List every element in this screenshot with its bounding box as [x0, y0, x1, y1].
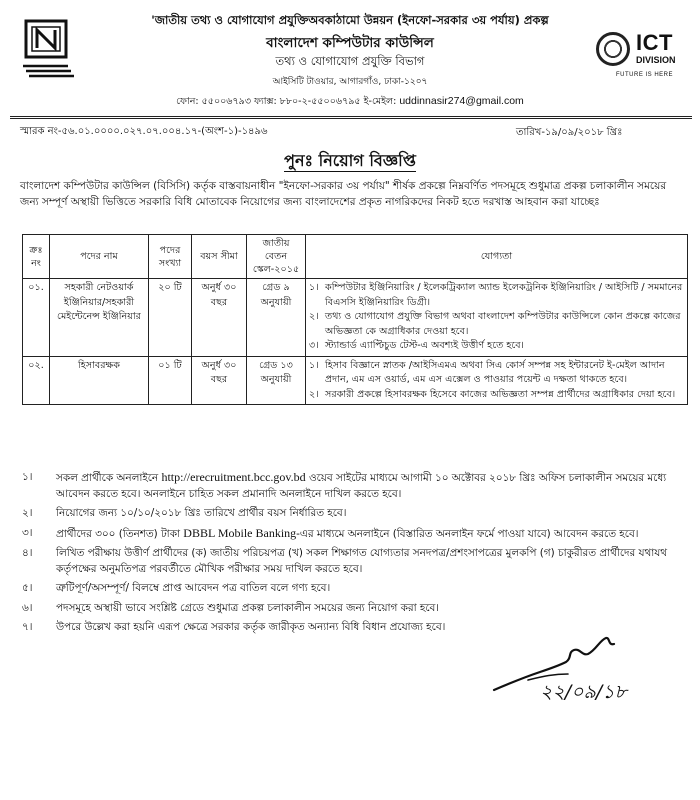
ict-emblem-icon [596, 32, 630, 66]
payment-method: DBBL Mobile Banking [183, 525, 297, 540]
positions-table [22, 234, 688, 405]
row-post: হিসাবরক্ষক [50, 356, 149, 405]
contact-email: uddinnasir274@gmail.com [399, 95, 524, 107]
notice-title-text: পুনঃ নিয়োগ বিজ্ঞপ্তি [284, 151, 416, 170]
header-count: পদের সংখ্যা [149, 235, 192, 279]
contact-line [90, 95, 610, 110]
table-header-row [23, 235, 688, 279]
condition-text-part: সকল প্রার্থীকে অনলাইনে [56, 472, 162, 484]
row-grade: গ্রেড ৯ অনুযায়ী [247, 279, 306, 357]
qualification-number: ২। [309, 311, 319, 322]
list-item [22, 526, 688, 543]
qualification-number: ২। [309, 388, 319, 400]
bcc-logo [22, 18, 74, 80]
signature-date: ২২/০৯/১৮ [540, 681, 627, 703]
list-item [22, 601, 688, 617]
memo-reference: স্মারক নং-৫৬.০১.০০০০.০২৭.০৭.০০৪.১৭-(অংশ-১)-১৪৯৬ [20, 126, 268, 137]
conditions-list [22, 470, 688, 640]
qualification-text: কম্পিউটার ইঞ্জিনিয়ারিং / ইলেকট্রিক্যাল অ্যান্ড ইলেকট্রনিক ইঞ্জিনিয়ারিং / আইসিটি / সমমানের বিএসসি ইঞ্জিনিয়ারিং ডিগ্রী। [325, 282, 683, 308]
condition-text: পদসমূহে অস্থায়ী ভাবে সংশ্লিষ্ট গ্রেডে শুধুমাত্র প্রকল্প চলাকালীন সময়ের জন্য নিয়োগ করা হবে। [56, 601, 440, 614]
qualification-text: সরকারী প্রকল্পে হিসাবরক্ষক হিসেবে কাজের অভিজ্ঞতা সম্পন্ন প্রার্থীদের অগ্রাধিকার দেয়া হবে। [325, 388, 676, 400]
header-age: বয়স সীমা [192, 235, 247, 279]
ict-division-logo [596, 28, 686, 86]
list-item [22, 506, 688, 522]
row-serial: ০২. [23, 356, 50, 405]
project-name: 'জাতীয় তথ্য ও যোগাযোগ প্রযুক্তিঅবকাঠামো উন্নয়ন (ইনফো-সরকার ৩য় পর্যায়) প্রকল্প [151, 13, 549, 27]
address: আইসিটি টাওয়ার, আগারগাঁও, ঢাকা-১২০৭ [272, 77, 428, 87]
condition-number: ৪। [22, 547, 33, 559]
notice-title [0, 148, 700, 175]
header-divider [10, 116, 692, 117]
condition-number: ৭। [22, 621, 33, 633]
row-count: ০১ টি [149, 356, 192, 405]
condition-number: ৩। [22, 526, 33, 539]
list-item [22, 546, 688, 577]
organization-name: বাংলাদেশ কম্পিউটার কাউন্সিল [266, 35, 434, 51]
header-serial: ক্রঃ নং [23, 235, 50, 279]
condition-text-part: ওয়েব সাইটের মাধ্যমে আগামী ১০ অক্টোবর ২০১৮ খ্রিঃ অফিস চলাকালীন সময়ের মধ্যে আবেদন করতে হবে। অনলাইনে চাহিত সকল প্রমানাদি অনলাইনে দাখিল করতে হবে। [56, 472, 667, 500]
qualification-text: স্ট্যান্ডার্ড এ্যাপ্টিচুড টেস্ট-এ অবশ্যই উত্তীর্ণ হতে হবে। [325, 340, 524, 351]
list-item [22, 581, 688, 597]
qualification-number: ১। [309, 282, 319, 293]
recruitment-website-link[interactable]: http://erecruitment.bcc.gov.bd [161, 470, 306, 484]
row-qualifications [306, 279, 688, 357]
header-grade: জাতীয় বেতন স্কেল-২০১৫ [247, 235, 306, 279]
handwritten-signature [488, 628, 678, 704]
qualification-item [309, 359, 684, 388]
qualification-text: হিসাব বিজ্ঞানে স্নাতক /আইসিএমএ অথবা সিএ কোর্স সম্পন্ন সহ ইন্টারনেট ই-মেইল আদান প্রদান, এম এস ওয়ার্ড, এম এস এক্সেল ও পাওয়ার পয়েন্ট এ দক্ষতা থাকতে হবে। [325, 359, 665, 385]
header-post: পদের নাম [50, 235, 149, 279]
row-grade: গ্রেড ১৩ অনুযায়ী [247, 356, 306, 405]
qualification-item [309, 388, 684, 403]
condition-number: ১। [22, 471, 33, 483]
ict-logo-tagline: FUTURE IS HERE [616, 72, 674, 78]
condition-text: উপরে উল্লেখ করা হয়নি এরূপ ক্ষেত্রে সরকার কর্তৃক জারীকৃত অন্যান্য বিধি বিধান প্রযোজ্য হবে। [56, 621, 446, 633]
row-age: অনুর্ধ ৩০ বছর [192, 356, 247, 405]
condition-text-part: -এর মাধ্যমে অনলাইনে (বিস্তারিত অনলাইন ফর্মে পাওয়া যাবে) আবেদন করতে হবে। [296, 527, 639, 540]
table-row [23, 279, 688, 357]
row-post: সহকারী নেটওয়ার্ক ইঞ্জিনিয়ার/সহকারী মেইন্টেনেন্স ইঞ্জিনিয়ার [50, 279, 149, 357]
list-item [22, 470, 688, 502]
row-count: ২০ টি [149, 279, 192, 357]
table-row [23, 356, 688, 405]
contact-phone-fax: ফোন: ৫৫০০৬৭৯৩ ফ্যাক্স: ৮৮০-২-৫৫০০৬৭৯৫ ই-মেইল: [176, 96, 400, 107]
memo-date: তারিখ-১৯/০৯/২০১৮ খ্রিঃ [516, 127, 623, 138]
condition-text-part: প্রার্থীদের ৩০০ (তিনশত) টাকা [56, 527, 184, 540]
condition-text: লিখিত পরীক্ষায় উত্তীর্ণ প্রার্থীদের (ক) জাতীয় পরিচয়পত্র (খ) সকল শিক্ষাগত যোগ্যতার সনদপত্র/প্রশংসাপত্রের মুলকপি (গ) চাকুরীরত প্রার্থীদের যথাযথ কর্তৃপক্ষের অনুমতিপত্র পরবর্তীতে মৌখিক পরীক্ষার সময় দাখিল করতে হবে। [56, 547, 667, 575]
header-divider-2 [10, 118, 692, 119]
row-qualifications [306, 356, 688, 405]
row-age: অনুর্ধ ৩০ বছর [192, 279, 247, 357]
condition-number: ৫। [22, 582, 33, 594]
header-qualification: যোগ্যতা [306, 235, 688, 279]
ict-logo-title: ICT [636, 30, 673, 55]
intro-paragraph: বাংলাদেশ কম্পিউটার কাউন্সিল (বিসিসি) কর্তৃক বাস্তবায়নাধীন "ইনফো-সরকার ৩য় পর্যায়" শীর্ষক প্রকল্পে নিম্নবর্ণিত পদসমূহে শুধুমাত্র প্রকল্প চলাকালীন সময়ের জন্য সম্পূর্ণ অস্থায়ী ভিত্তিতে সরকারি বিধি মোতাবেক নিয়োগের জন্য বাংলাদেশের প্রকৃত নাগরিকদের নিকট হতে দরখাস্ত আহবান করা যাচ্ছেঃ [20, 180, 667, 208]
division-name: তথ্য ও যোগাযোগ প্রযুক্তি বিভাগ [275, 54, 425, 68]
qualification-item [309, 281, 684, 310]
condition-text: নিয়োগের জন্য ১০/১০/২০১৮ খ্রিঃ তারিখে প্রার্থীর বয়স নির্ধারিত হবে। [56, 507, 347, 519]
qualification-number: ১। [309, 359, 319, 371]
condition-text [56, 526, 688, 543]
condition-number: ২। [22, 507, 33, 519]
condition-number: ৬। [22, 601, 33, 614]
ict-logo-subtitle: DIVISION [636, 55, 676, 65]
qualification-number: ৩। [309, 340, 319, 351]
qualification-text: তথ্য ও যোগাযোগ প্রযুক্তি বিভাগ অথবা বাংলাদেশ কম্পিউটার কাউন্সিলে কোন প্রকল্পে কাজের অভিজ্ঞতা কে অগ্রাধিকার দেওয়া হবে। [325, 311, 681, 337]
condition-text [56, 470, 688, 502]
condition-text: ত্রুটিপূর্ণ/অসম্পূর্ণ/ বিলম্বে প্রাপ্ত আবেদন পত্র বাতিল বলে গণ্য হবে। [56, 582, 331, 594]
qualification-item [309, 310, 684, 339]
qualification-item [309, 339, 684, 354]
row-serial: ০১. [23, 279, 50, 357]
